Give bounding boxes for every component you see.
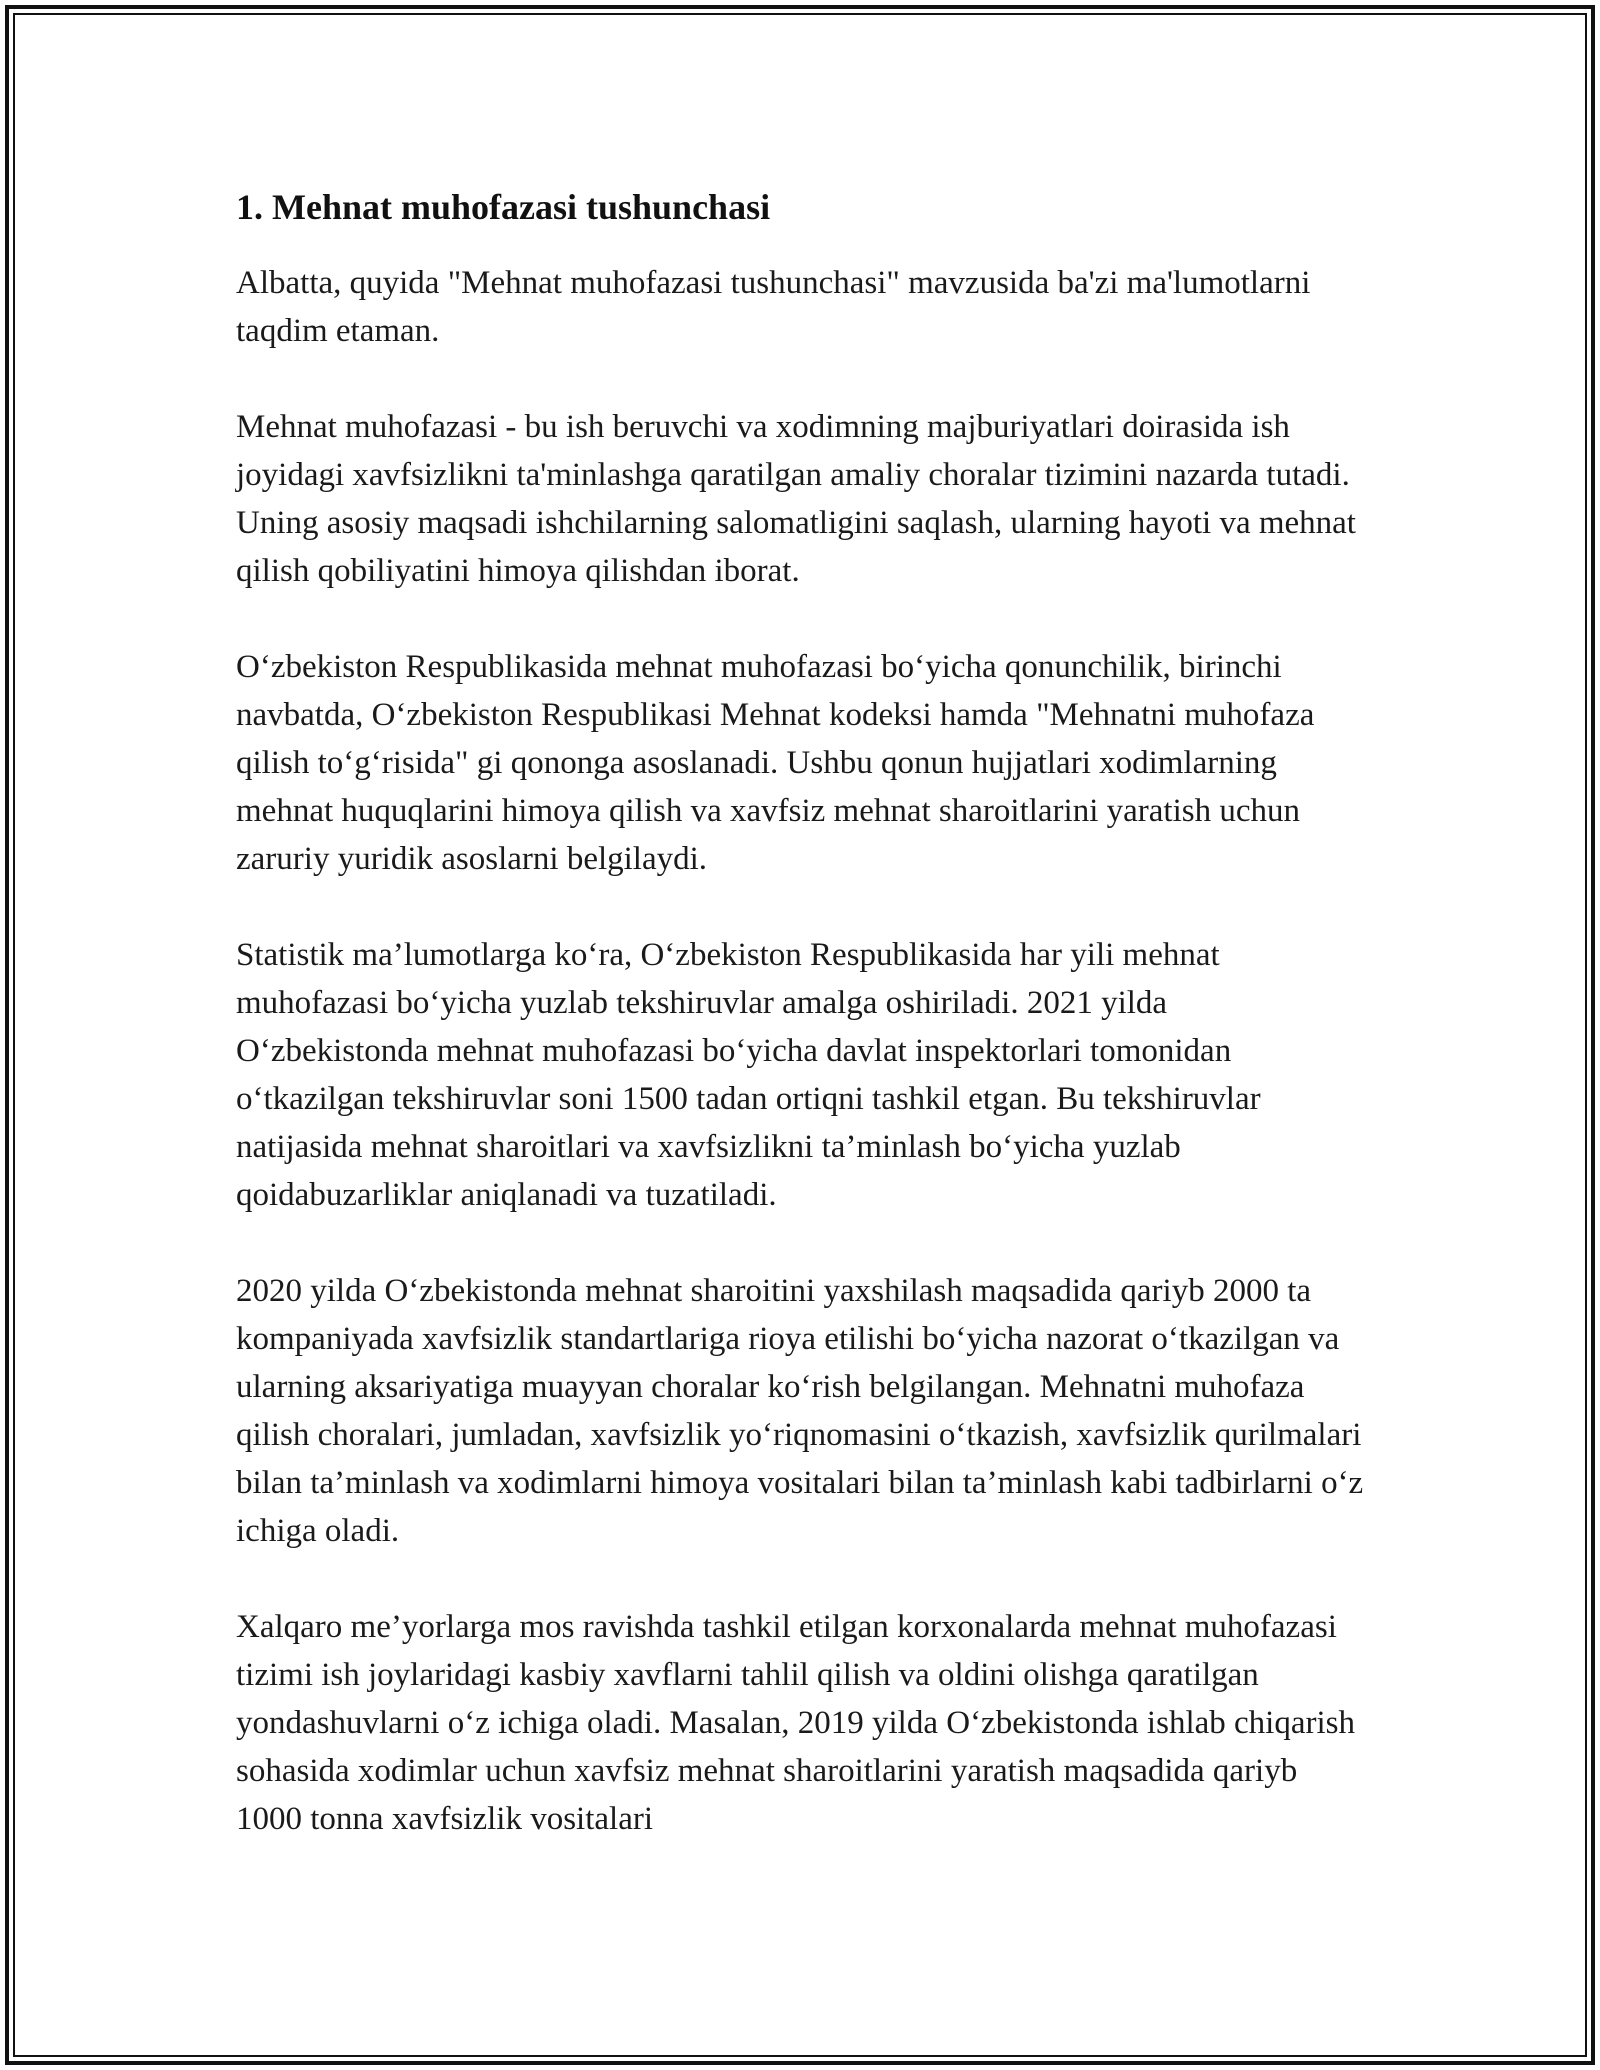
document-body	[236, 186, 1366, 1843]
paragraph-definition: Mehnat muhofazasi - bu ish beruvchi va xodimning majburiyatlari doirasida ish joyidagi xavfsizlikni ta'minlashga qaratilgan amaliy choralar tizimini nazarda tutadi. Uning asosiy maqsadi ishchilarning salomatligini saqlash, ularning hayoti va mehnat qilish qobiliyatini himoya qilishdan iborat.	[236, 409, 1356, 590]
section-heading: 1. Mehnat muhofazasi tushunchasi	[236, 187, 771, 227]
paragraph-international-standards: Xalqaro me’yorlarga mos ravishda tashkil etilgan korxonalarda mehnat muhofazasi tizimi ish joylaridagi kasbiy xavflarni tahlil qilish va oldini olishga qaratilgan yondashuvlarni o‘z ichiga oladi. Masalan, 2019 yilda O‘zbekistonda ishlab chiqarish sohasida xodimlar uchun xavfsiz mehnat sharoitlarini yaratish maqsadida qariyb 1000 tonna xavfsizlik vositalari	[236, 1609, 1355, 1838]
paragraph-statistics: Statistik ma’lumotlarga ko‘ra, O‘zbekiston Respublikasida har yili mehnat muhofazasi bo‘yicha yuzlab tekshiruvlar amalga oshiriladi. 2021 yilda O‘zbekistonda mehnat muhofazasi bo‘yicha davlat inspektorlari tomonidan o‘tkazilgan tekshiruvlar soni 1500 tadan ortiqni tashkil etgan. Bu tekshiruvlar natijasida mehnat sharoitlari va xavfsizlikni ta’minlash bo‘yicha yuzlab qoidabuzarliklar aniqlanadi va tuzatiladi.	[236, 937, 1261, 1214]
paragraph-legislation: O‘zbekiston Respublikasida mehnat muhofazasi bo‘yicha qonunchilik, birinchi navbatda, O‘zbekiston Respublikasi Mehnat kodeksi hamda "Mehnatni muhofaza qilish to‘g‘risida" gi qononga asoslanadi. Ushbu qonun hujjatlari xodimlarning mehnat huquqlarini himoya qilish va xavfsiz mehnat sharoitlarini yaratish uchun zaruriy yuridik asoslarni belgilaydi.	[236, 649, 1315, 878]
paragraph-2020-measures: 2020 yilda O‘zbekistonda mehnat sharoitini yaxshilash maqsadida qariyb 2000 ta kompaniyada xavfsizlik standartlariga rioya etilishi bo‘yicha nazorat o‘tkazilgan va ularning aksariyatiga muayyan choralar ko‘rish belgilangan. Mehnatni muhofaza qilish choralari, jumladan, xavfsizlik yo‘riqnomasini o‘tkazish, xavfsizlik qurilmalari bilan ta’minlash va xodimlarni himoya vositalari bilan ta’minlash kabi tadbirlarni o‘z ichiga oladi.	[236, 1273, 1364, 1550]
paragraph-intro: Albatta, quyida "Mehnat muhofazasi tushunchasi" mavzusida ba'zi ma'lumotlarni taqdim etaman.	[236, 265, 1311, 350]
